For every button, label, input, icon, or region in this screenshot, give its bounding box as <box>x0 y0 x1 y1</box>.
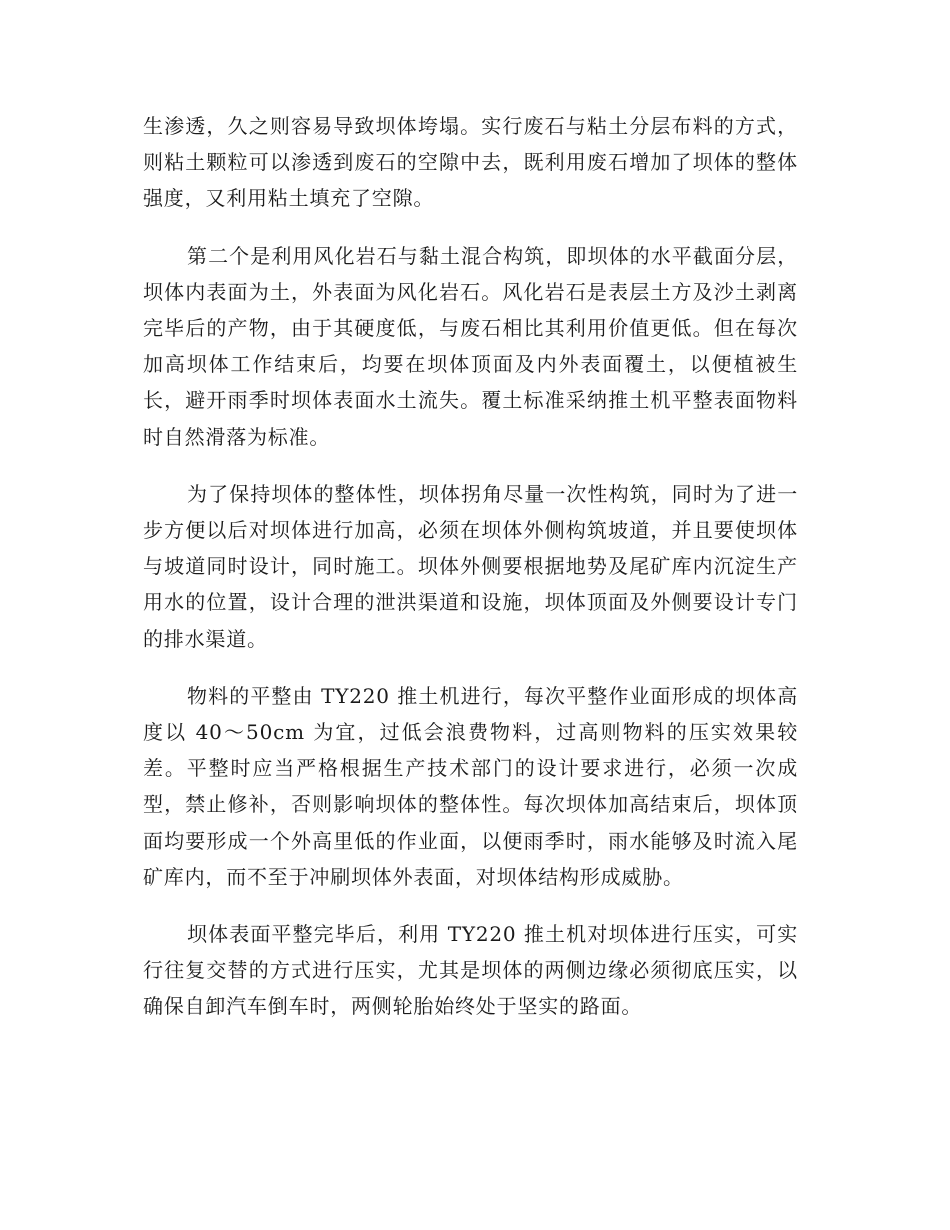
paragraph-1: 生渗透，久之则容易导致坝体垮塌。实行废石与粘土分层布料的方式，则粘土颗粒可以渗透到废石的空隙中去，既利用废石增加了坝体的整体强度，又利用粘土填充了空隙。 <box>143 114 798 211</box>
paragraph-5: 坝体表面平整完毕后，利用 TY220 推土机对坝体进行压实，可实行往复交替的方式进行压实，尤其是坝体的两侧边缘必须彻底压实，以确保自卸汽车倒车时，两侧轮胎始终处于坚实的路面。 <box>143 922 798 1019</box>
paragraph-3: 为了保持坝体的整体性，坝体拐角尽量一次性构筑，同时为了进一步方便以后对坝体进行加高，必须在坝体外侧构筑坡道，并且要使坝体与坡道同时设计，同时施工。坝体外侧要根据地势及尾矿库内沉淀生产用水的位置，设计合理的泄洪渠道和设施，坝体顶面及外侧要设计专门的排水渠道。 <box>143 481 798 651</box>
document-page <box>143 108 798 1046</box>
paragraph-2: 第二个是利用风化岩石与黏土混合构筑，即坝体的水平截面分层，坝体内表面为土，外表面为风化岩石。风化岩石是表层土方及沙土剥离完毕后的产物，由于其硬度低，与废石相比其利用价值更低。但在每次加高坝体工作结束后，均要在坝体顶面及内外表面覆土，以便植被生长，避开雨季时坝体表面水土流失。覆土标准采纳推土机平整表面物料时自然滑落为标准。 <box>143 243 798 449</box>
paragraph-4: 物料的平整由 TY220 推土机进行，每次平整作业面形成的坝体高度以 40～50cm 为宜，过低会浪费物料，过高则物料的压实效果较差。平整时应当严格根据生产技术部门的设计要求进行，必须一次成型，禁止修补，否则影响坝体的整体性。每次坝体加高结束后，坝体顶面均要形成一个外高里低的作业面，以便雨季时，雨水能够及时流入尾矿库内，而不至于冲刷坝体外表面，对坝体结构形成威胁。 <box>143 683 798 889</box>
